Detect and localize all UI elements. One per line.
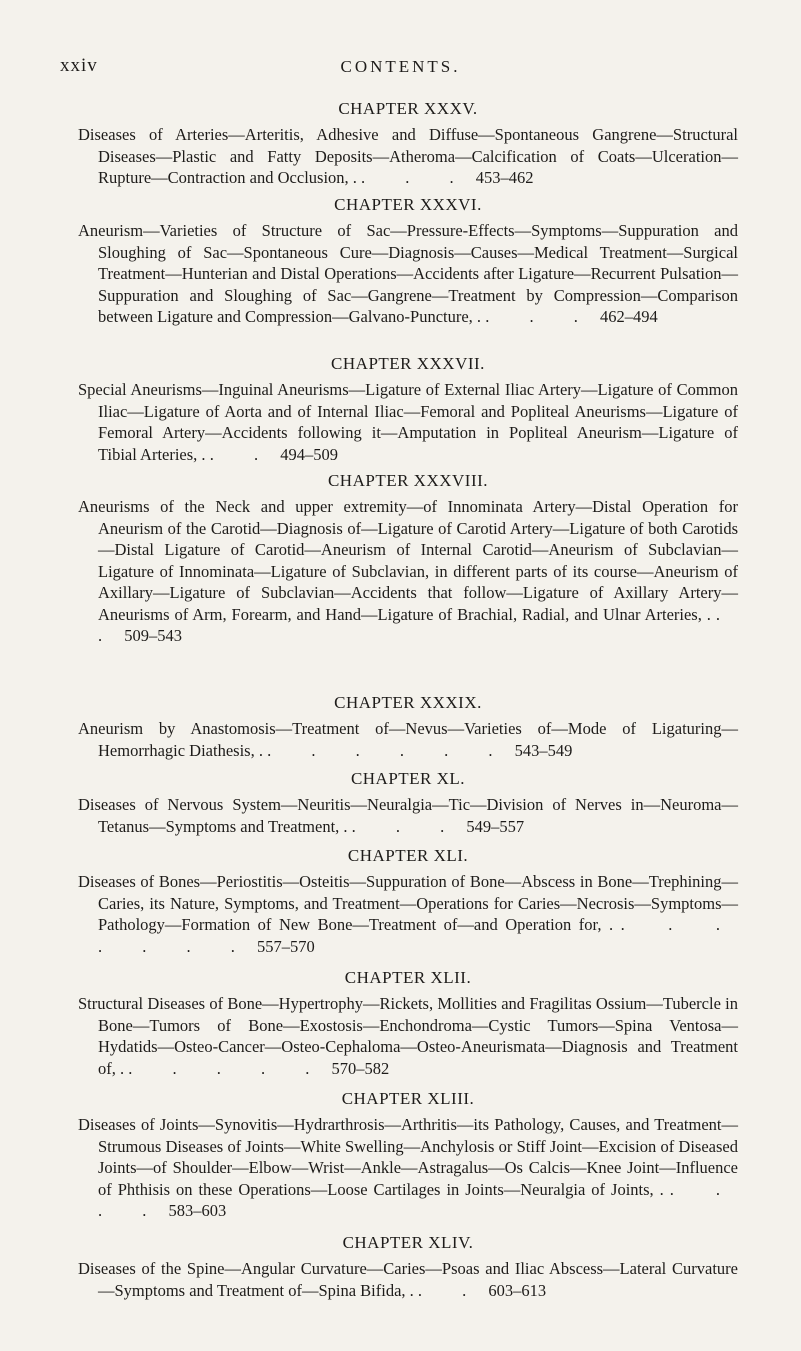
chapter-text: Special Aneurisms—Inguinal Aneurisms—Ligature of External Iliac Artery—Ligature of Common Iliac—Ligature of Aorta and of Internal Iliac—Femoral and Popliteal Aneurisms—Ligature of Femoral Artery—Accidents following it—Amputation in Popliteal Aneurism—Ligature of Tibial Arteries, . (78, 380, 738, 464)
chapter-text: Diseases of Arteries—Arteritis, Adhesive and Diffuse—Spontaneous Gangrene—Structural Diseases—Plastic and Fatty Deposits—Atheroma—Calcification of Coats—Ulceration—Rupture—Contraction and Occlusion, . (78, 125, 738, 187)
page-range: 453–462 (475, 168, 534, 187)
chapter-heading: CHAPTER XXXVIII. (327, 471, 489, 490)
chapter-text: Diseases of Nervous System—Neuritis—Neuralgia—Tic—Division of Nerves in—Neuroma—Tetanus—Symptoms and Treatment, . (78, 795, 738, 836)
chapter-36 (78, 194, 738, 328)
chapter-summary: Diseases of Arteries—Arteritis, Adhesive and Diffuse—Spontaneous Gangrene—Structural Diseases—Plastic and Fatty Deposits—Atheroma—Calcification of Coats—Ulceration—Rupture—Contraction and Occlusion, . . . . 453–462 (78, 125, 738, 187)
page-range: 509–543 (124, 626, 182, 645)
chapter-summary: Diseases of Bones—Periostitis—Osteitis—Suppuration of Bone—Abscess in Bone—Trephining—Caries, its Nature, Symptoms, and Treatment—Operations for Caries—Necrosis—Symptoms—Pathology—Formation of New Bone—Treatment of—and Operation for, . . . . . . . . 557–570 (78, 872, 739, 956)
chapter-summary: Aneurism—Varieties of Structure of Sac—Pressure-Effects—Symptoms—Suppuration and Sloughing of Sac—Spontaneous Cure—Diagnosis—Causes—Medical Treatment—Surgical Treatment—Hunterian and Distal Operations—Accidents after Ligature—Recurrent Pulsation—Suppuration and Sloughing of Sac—Gangrene—Treatment by Compression—Comparison between Ligature and Compression—Galvano-Puncture, . . . . 462–494 (78, 221, 738, 326)
chapter-summary: Aneurisms of the Neck and upper extremity—of Innominata Artery—Distal Operation for Aneurism of the Carotid—Diagnosis of—Ligature of Carotid Artery—Ligature of both Carotids—Distal Ligature of Carotid—Aneurism of Internal Carotid—Aneurism of Subclavian—Ligature of Innominata—Ligature of Subclavian, in different parts of its course—Aneurism of Axillary—Ligature of Subclavian—Accidents that follow—Ligature of Axillary Artery—Aneurisms of Arm, Forearm, and Hand—Ligature of Brachial, Radial, and Ulnar Arteries, . . . 509–543 (78, 497, 739, 645)
page-range: 583–603 (168, 1201, 227, 1220)
chapter-text: Structural Diseases of Bone—Hypertrophy—Rickets, Mollities and Fragilitas Ossium—Tubercle in Bone—Tumors of Bone—Exostosis—Enchondroma—Cystic Tumors—Spina Ventosa—Hydatids—Osteo-Cancer—Osteo-Cephaloma—Osteo-Aneurismata—Diagnosis and Treatment of, . (78, 994, 738, 1078)
chapter-39 (78, 692, 738, 761)
chapter-summary: Structural Diseases of Bone—Hypertrophy—Rickets, Mollities and Fragilitas Ossium—Tubercle in Bone—Tumors of Bone—Exostosis—Enchondroma—Cystic Tumors—Spina Ventosa—Hydatids—Osteo-Cancer—Osteo-Cephaloma—Osteo-Aneurismata—Diagnosis and Treatment of, . . . . . . 570–582 (78, 994, 738, 1078)
chapter-35 (78, 98, 738, 189)
page-range: 494–509 (280, 444, 338, 464)
chapter-summary: Special Aneurisms—Inguinal Aneurisms—Ligature of External Iliac Artery—Ligature of Common Iliac—Ligature of Aorta and of Internal Iliac—Femoral and Popliteal Aneurisms—Ligature of Femoral Artery—Accidents following it—Amputation in Popliteal Aneurism—Ligature of Tibial Arteries, . . . 494–509 (78, 380, 738, 464)
page-range: 549–557 (466, 816, 525, 836)
chapter-heading: CHAPTER XXXVII. (331, 354, 485, 373)
chapter-40 (78, 768, 738, 837)
page-range: 603–613 (488, 1280, 547, 1300)
chapter-heading: CHAPTER XLII. (344, 968, 472, 987)
page-range: 543–549 (514, 740, 573, 760)
page-range: 462–494 (599, 307, 658, 326)
chapter-42 (78, 967, 738, 1079)
chapter-heading: CHAPTER XLIV. (342, 1233, 474, 1252)
chapter-summary: Aneurism by Anastomosis—Treatment of—Nevus—Varieties of—Mode of Ligaturing—Hemorrhagic Diathesis, . . . . . . . 543–549 (78, 719, 738, 760)
chapter-text: Aneurisms of the Neck and upper extremity—of Innominata Artery—Distal Operation for Aneurism of the Carotid—Diagnosis of—Ligature of Carotid Artery—Ligature of both Carotids—Distal Ligature of Carotid—Aneurism of Internal Carotid—Aneurism of Subclavian—Ligature of Innominata—Ligature of Subclavian, in different parts of its course—Aneurism of Axillary—Ligature of Subclavian—Accidents that follow—Ligature of Axillary Artery—Aneurisms of Arm, Forearm, and Hand—Ligature of Brachial, Radial, and Ulnar Arteries, . (78, 497, 738, 624)
chapter-text: Diseases of the Spine—Angular Curvature—Caries—Psoas and Iliac Abscess—Lateral Curvature—Symptoms and Treatment of—Spina Bifida, . (78, 1259, 738, 1300)
chapter-37 (78, 353, 738, 465)
page-range: 557–570 (257, 936, 315, 956)
chapter-text: Aneurism—Varieties of Structure of Sac—Pressure-Effects—Symptoms—Suppuration and Sloughing of Sac—Spontaneous Cure—Diagnosis—Causes—Medical Treatment—Surgical Treatment—Hunterian and Distal Operations—Accidents after Ligature—Recurrent Pulsation—Suppuration and Sloughing of Sac—Gangrene—Treatment by Compression—Comparison between Ligature and Compression—Galvano-Puncture, . (78, 221, 738, 326)
chapter-text: Diseases of Bones—Periostitis—Osteitis—Suppuration of Bone—Abscess in Bone—Trephining—Caries, its Nature, Symptoms, and Treatment—Operations for Caries—Necrosis—Symptoms—Pathology—Formation of New Bone—Treatment of—and Operation for, . (78, 872, 738, 934)
chapter-heading: CHAPTER XL. (350, 769, 466, 788)
page-number: xxiv (60, 55, 98, 76)
chapter-summary: Diseases of Joints—Synovitis—Hydrarthrosis—Arthritis—its Pathology, Causes, and Treatment—Strumous Diseases of Joints—White Swelling—Anchylosis or Stiff Joint—Excision of Diseased Joints—of Shoulder—Elbow—Wrist—Ankle—Astragalus—Os Calcis—Knee Joint—Influence of Phthisis on these Operations—Loose Cartilages in Joints—Neuralgia of Joints, . . . . . 583–603 (78, 1115, 738, 1220)
chapter-heading: CHAPTER XLI. (347, 846, 469, 865)
chapter-heading: CHAPTER XXXVI. (334, 195, 482, 214)
page-range: 570–582 (331, 1058, 390, 1078)
chapter-summary: Diseases of Nervous System—Neuritis—Neuralgia—Tic—Division of Nerves in—Neuroma—Tetanus—Symptoms and Treatment, . . . . 549–557 (78, 795, 738, 836)
running-header (60, 55, 741, 85)
chapter-heading: CHAPTER XLIII. (341, 1089, 475, 1108)
chapter-41 (78, 845, 738, 957)
page-title: CONTENTS. (340, 57, 461, 76)
chapter-38 (78, 470, 738, 647)
chapter-43 (78, 1088, 738, 1222)
chapter-text: Aneurism by Anastomosis—Treatment of—Nevus—Varieties of—Mode of Ligaturing—Hemorrhagic Diathesis, . (78, 719, 738, 760)
chapter-heading: CHAPTER XXXV. (338, 99, 478, 118)
chapter-heading: CHAPTER XXXIX. (334, 693, 482, 712)
chapter-text: Diseases of Joints—Synovitis—Hydrarthrosis—Arthritis—its Pathology, Causes, and Treatment—Strumous Diseases of Joints—White Swelling—Anchylosis or Stiff Joint—Excision of Diseased Joints—of Shoulder—Elbow—Wrist—Ankle—Astragalus—Os Calcis—Knee Joint—Influence of Phthisis on these Operations—Loose Cartilages in Joints—Neuralgia of Joints, . (78, 1115, 738, 1199)
chapter-44 (78, 1232, 738, 1301)
chapter-summary: Diseases of the Spine—Angular Curvature—Caries—Psoas and Iliac Abscess—Lateral Curvature—Symptoms and Treatment of—Spina Bifida, . . . 603–613 (78, 1259, 738, 1300)
